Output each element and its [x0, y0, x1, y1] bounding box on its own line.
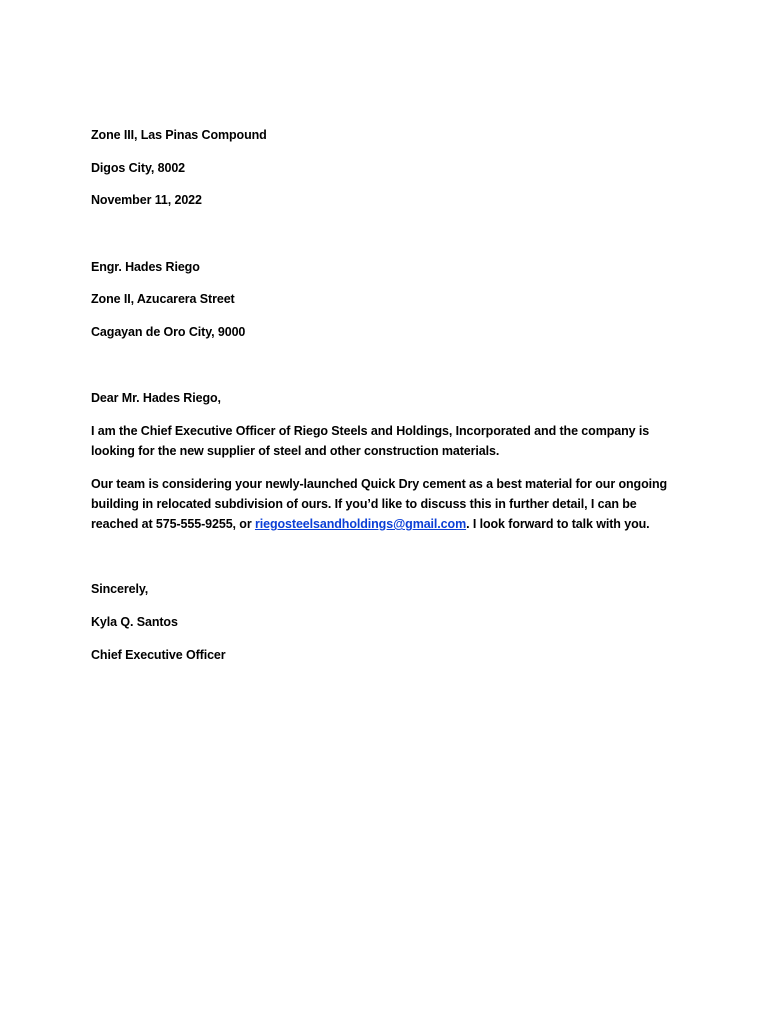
body-paragraph-2 [91, 474, 681, 534]
recipient-address-line1: Zone II, Azucarera Street [91, 292, 235, 306]
salutation: Dear Mr. Hades Riego, [91, 391, 221, 405]
body-paragraph-2-text-after: . I look forward to talk with you. [466, 517, 650, 531]
signer-title: Chief Executive Officer [91, 648, 226, 662]
sender-address-line2: Digos City, 8002 [91, 161, 186, 175]
body-paragraph-1: I am the Chief Executive Officer of Riego Steels and Holdings, Incorporated and the company is looking for the new supplier of steel and other construction materials. [91, 424, 650, 458]
valediction: Sincerely, [91, 582, 149, 596]
letter-date: November 11, 2022 [91, 193, 202, 207]
sender-address-line1: Zone III, Las Pinas Compound [91, 128, 267, 142]
body-paragraph-2-text-before: Our team is considering your newly-launched Quick Dry cement as a best material for our ongoing building in relocated subdivision of ours. If you’d like to discuss this in further detail, I can be reached at 575-555-9255, or [91, 477, 668, 531]
recipient-name: Engr. Hades Riego [91, 260, 200, 274]
email-link[interactable]: riegosteelsandholdings@gmail.com [254, 517, 467, 531]
signer-name: Kyla Q. Santos [91, 615, 178, 629]
recipient-address-line2: Cagayan de Oro City, 9000 [91, 325, 246, 339]
